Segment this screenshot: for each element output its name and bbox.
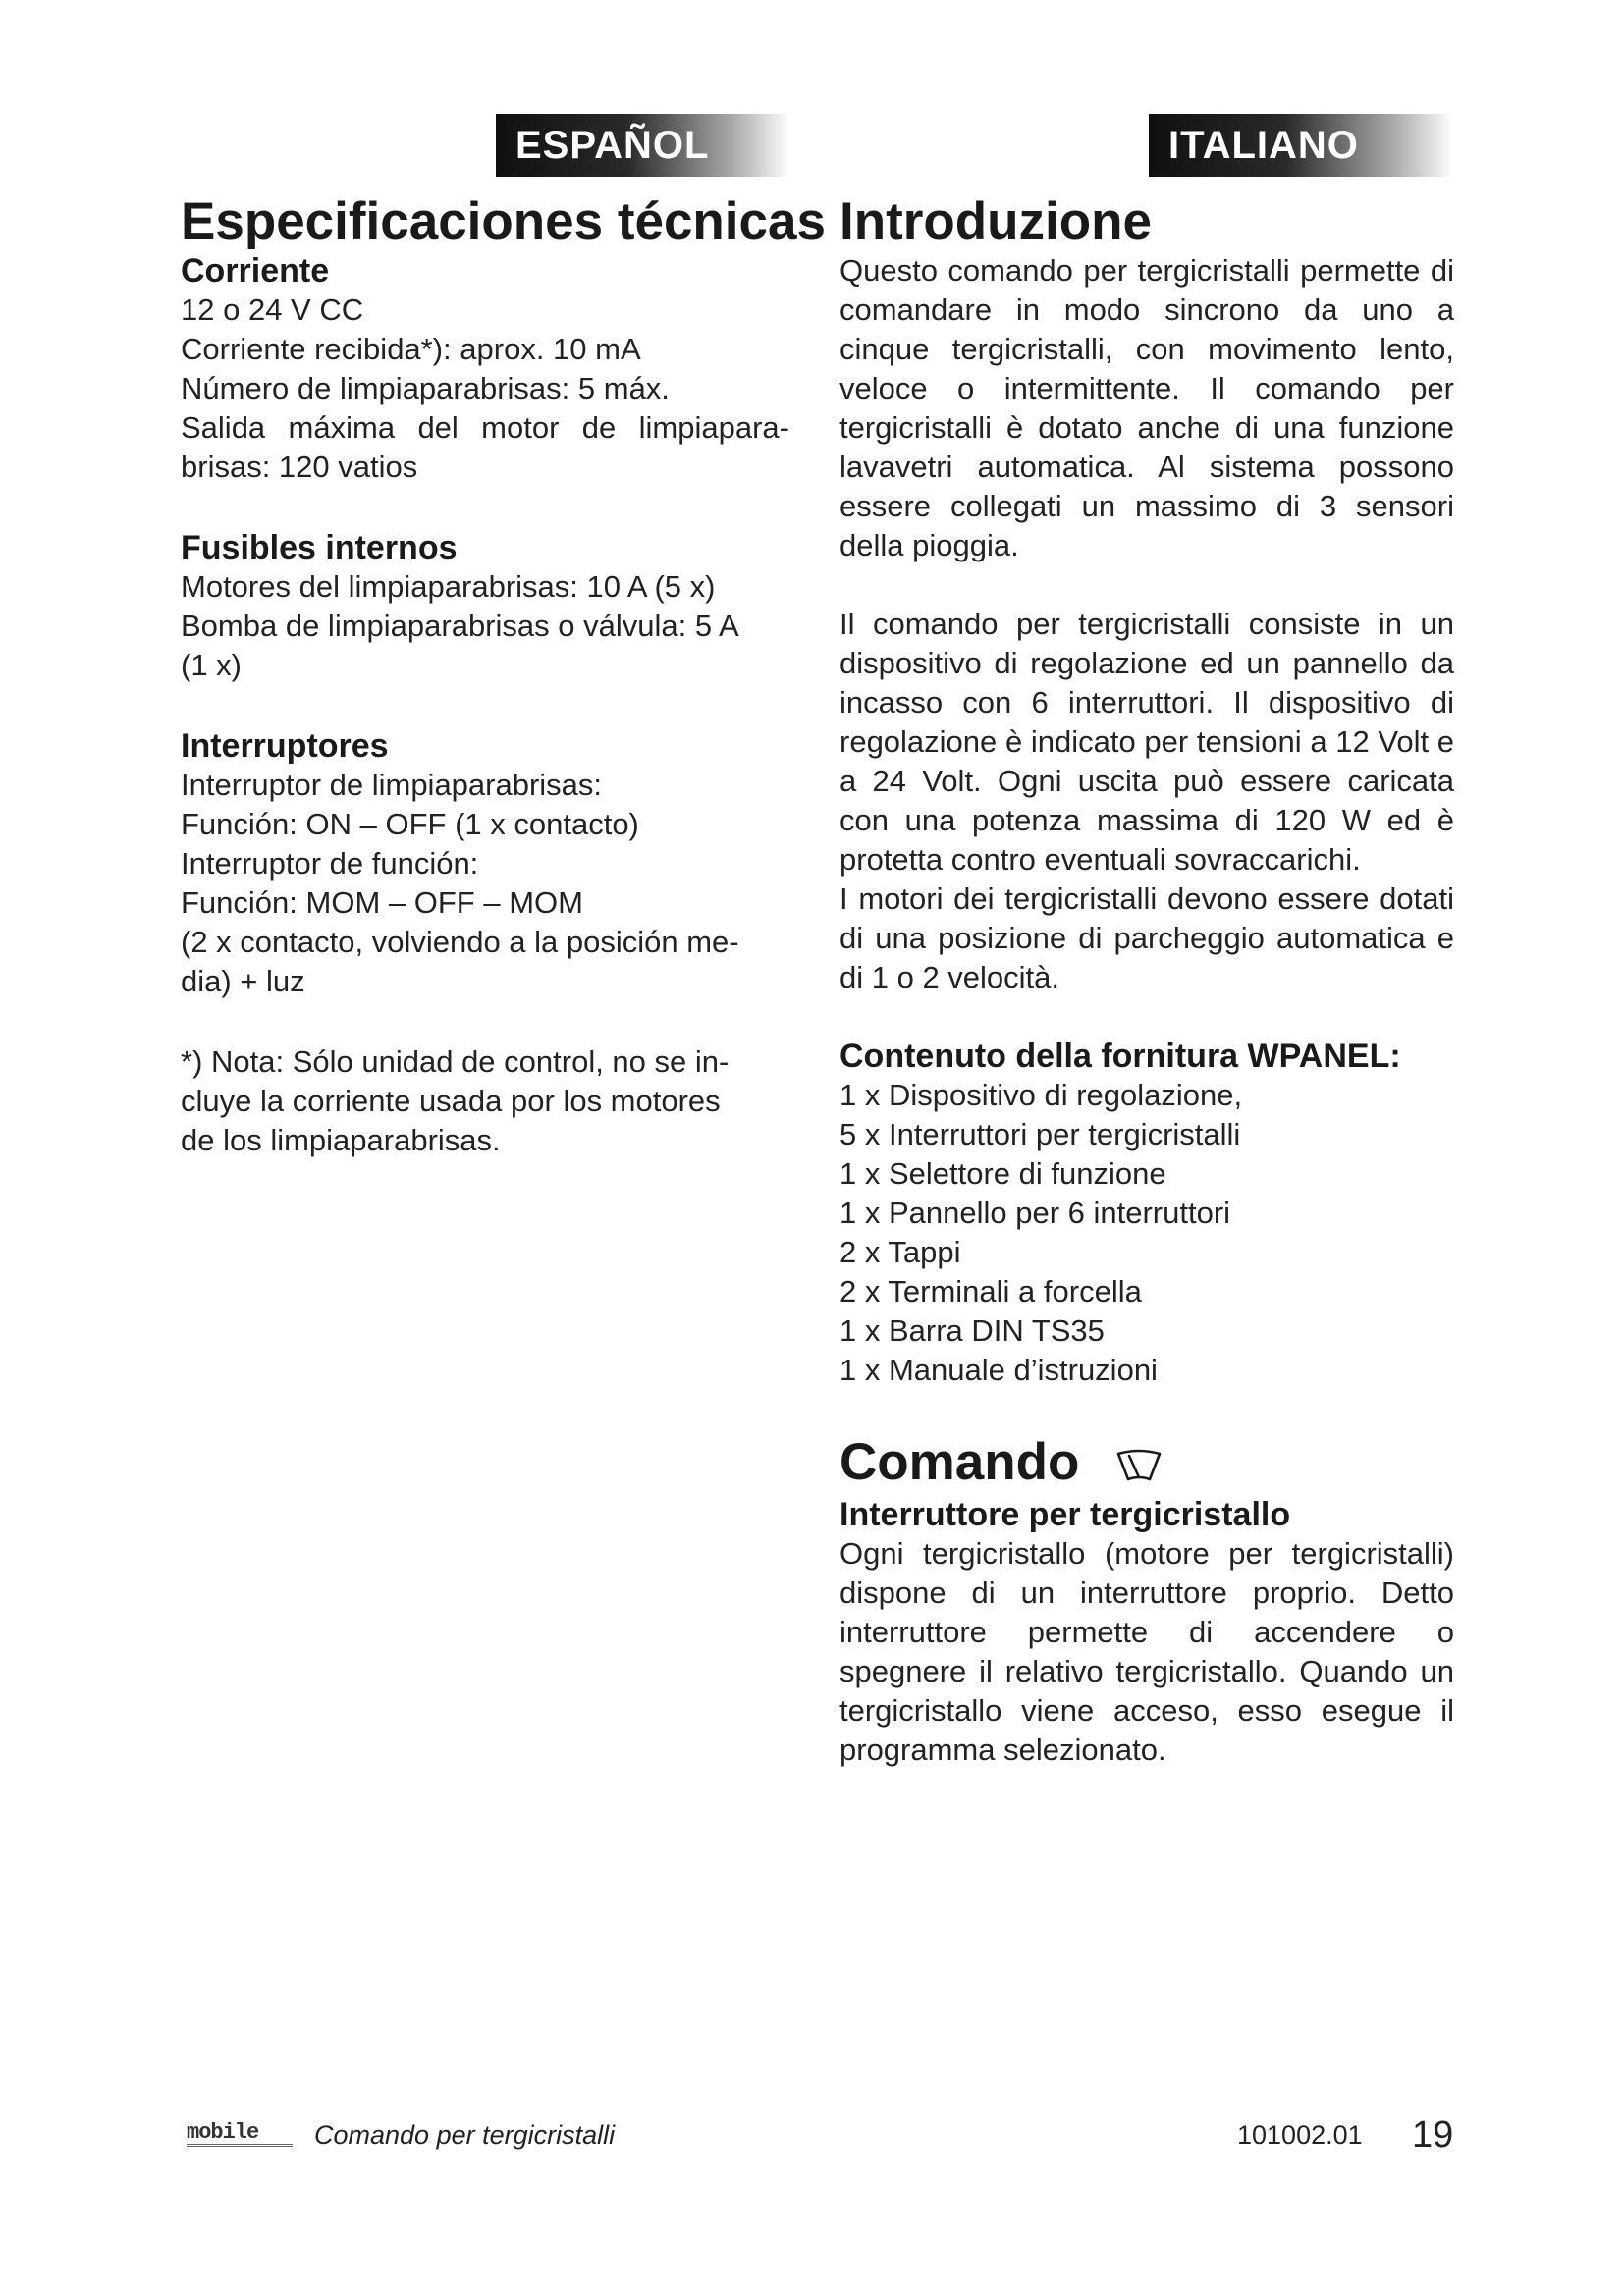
list-item: 1 x Pannello per 6 interruttori [839,1196,1231,1230]
comando-title-text: Comando [839,1433,1080,1491]
footer-document-code: 101002.01 [1237,2120,1363,2150]
list-item: 1 x Manuale d’istruzioni [839,1353,1158,1387]
heading-corriente: Corriente [181,252,330,290]
section-title-comando [839,1433,1454,1495]
spec-line: Número de limpiaparabrisas: 5 máx. [181,371,670,405]
heading-interruttore: Interruttore per tergicristallo [839,1496,1291,1533]
list-item: 2 x Tappi [839,1235,961,1269]
heading-contenuto: Contenuto della fornitura WPANEL: [839,1038,1401,1075]
spec-line: Interruptor de función: [181,846,479,881]
spec-line: (2 x contacto, volviendo a la posición me- [181,925,739,959]
page-footer [187,2110,1453,2160]
list-item: 1 x Dispositivo di regolazione, [839,1078,1243,1112]
heading-interruptores: Interruptores [181,727,389,765]
spec-salida: Salida máxima del motor de limpiaparabrisas: 120 vatios [181,410,789,484]
wiper-icon [1115,1436,1163,1495]
list-item: 2 x Terminali a forcella [839,1274,1142,1308]
list-item: 1 x Barra DIN TS35 [839,1313,1105,1348]
intro-paragraph-1: Questo comando per tergicristalli permette di comandare in modo sincrono da uno a cinque tergicristalli, con movimento lento, veloce o intermittente. Il comando per tergicristalli è dotato anche di una funzione lavavetri automatica. Al sistema possono essere collegati un massimo di 3 sensori della pioggia. [839,253,1454,562]
italian-column [839,192,1454,1770]
spanish-column [181,192,826,1160]
spec-line: 12 o 24 V CC [181,293,364,327]
list-item: 5 x Interruttori per tergicristalli [839,1117,1241,1151]
section-title-introduzione: Introduzione [839,192,1152,250]
page-number: 19 [1412,2114,1454,2156]
spec-line: dia) + luz [181,964,305,998]
spec-line: (1 x) [181,648,242,682]
intro-paragraph-3: I motori dei tergicristalli devono essere dotati di una posizione di parcheggio automatica e di 1 o 2 velocità. [839,881,1454,994]
mobile-logo: mobile [187,2122,293,2147]
list-item: 1 x Selettore di funzione [839,1156,1166,1191]
spec-line: Interruptor de limpiaparabrisas: [181,768,603,802]
footer-document-title: Comando per tergicristalli [314,2120,616,2150]
note-line: de los limpiaparabrisas. [181,1123,501,1157]
spec-line: Bomba de limpiaparabrisas o válvula: 5 A [181,609,739,643]
intro-paragraph-2: Il comando per tergicristalli consiste in un dispositivo di regolazione ed un pannello da incasso con 6 interruttori. Il dispositivo di regolazione è indicato per tensioni a 12 Volt e a 24 Volt. Ogni uscita può essere caricata con una potenza massima di 120 W ed è protetta contro eventuali sovraccarichi. [839,607,1454,877]
heading-fusibles: Fusibles internos [181,529,458,566]
note-line: cluye la corriente usada por los motores [181,1084,721,1118]
spec-line: Función: MOM – OFF – MOM [181,885,583,920]
language-banner-italian: ITALIANO [1149,114,1453,177]
switch-paragraph: Ogni tergicristallo (motore per tergicristalli) dispone di un interruttore proprio. Detto interruttore permette di accendere o spegnere il relativo tergicristallo. Quando un tergicristallo viene acceso, esso esegue il programma selezionato. [839,1536,1454,1767]
language-banner-spanish: ESPAÑOL [496,114,790,177]
spec-line: Motores del limpiaparabrisas: 10 A (5 x) [181,569,716,604]
page-title-es: Especificaciones técnicas [181,192,826,250]
spec-line: Corriente recibida*): aprox. 10 mA [181,332,641,366]
note-line: *) Nota: Sólo unidad de control, no se in- [181,1044,730,1079]
spec-line: Función: ON – OFF (1 x contacto) [181,807,639,841]
